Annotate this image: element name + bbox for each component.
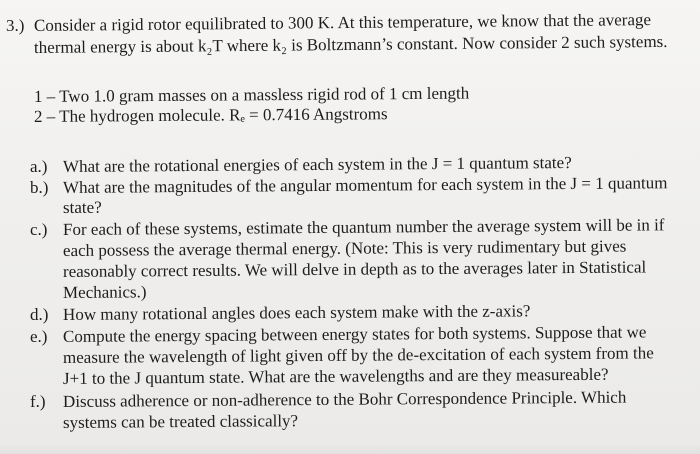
question-c-line: each possess the average thermal energy. (Note: This is very rudimentary but gives — [62, 236, 627, 260]
problem-number: 3.) — [6, 16, 25, 35]
question-f-line: Discuss adherence or non-adherence to the Bohr Correspondence Principle. Which — [62, 387, 627, 411]
question-b-line: What are the magnitudes of the angular momentum for each system in the J = 1 quantum — [62, 173, 668, 197]
question-f-label: f.) — [30, 392, 46, 411]
question-b-line: state? — [62, 197, 102, 217]
question-a-label: a.) — [30, 157, 48, 176]
question-e-line: measure the wavelength of light given off by the de-excitation of each system from the — [62, 343, 654, 367]
photo-shadow — [0, 444, 700, 454]
intro-line-2: thermal energy is about k₂T where k₂ is Boltzmann’s constant. Now consider 2 such systems. — [33, 31, 668, 57]
question-d-label: d.) — [30, 305, 49, 324]
question-b-label: b.) — [30, 178, 49, 197]
question-f-line: systems can be treated classically? — [62, 411, 299, 432]
intro-line-1: Consider a rigid rotor equilibrated to 300 K. At this temperature, we know that the average — [33, 10, 652, 35]
question-c-label: c.) — [30, 220, 48, 239]
question-e-line: J+1 to the J quantum state. What are the wavelengths and are they measureable? — [62, 364, 609, 388]
question-d-line: How many rotational angles does each system make with the z-axis? — [62, 301, 531, 324]
question-c-line: reasonably correct results. We will delve in depth as to the averages later in Statistical — [62, 257, 647, 281]
system-1: 1 – Two 1.0 gram masses on a massless rigid rod of 1 cm length — [33, 83, 470, 106]
question-c-line: For each of these systems, estimate the quantum number the average system will be in if — [62, 215, 665, 239]
question-c-line: Mechanics.) — [62, 282, 147, 302]
system-2: 2 – The hydrogen molecule. Rₑ = 0.7416 Angstroms — [33, 104, 388, 126]
question-e-label: e.) — [30, 327, 48, 346]
question-e-line: Compute the energy spacing between energy states for both systems. Suppose that we — [62, 322, 647, 346]
question-a-line: What are the rotational energies of each system in the J = 1 quantum state? — [62, 153, 572, 176]
